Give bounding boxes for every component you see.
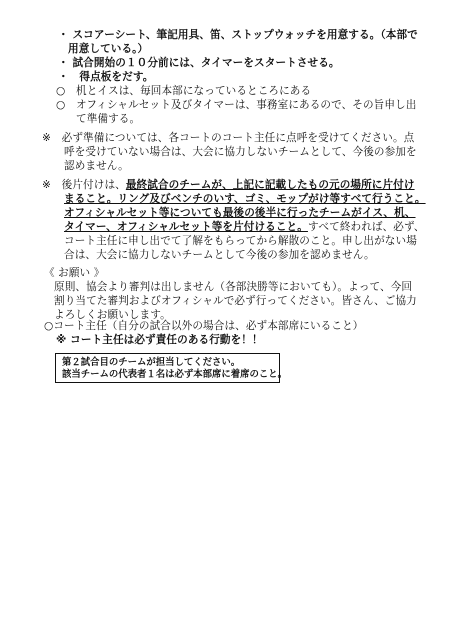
note-cleanup bbox=[42, 178, 415, 192]
list-item-scoreboard: ・ 得点板をだす。 bbox=[58, 71, 154, 83]
request-line2: 割り当てた審判およびオフィシャルで必ず行ってください。皆さん、ご協力 bbox=[54, 295, 417, 307]
assignment-box-line2: 該当チームの代表者１名は必ず本部席に着席のこと。 bbox=[62, 369, 288, 380]
note-cleanup-line6: 合は、大会に協力しないチームとして今後の参加を認めません。 bbox=[64, 249, 375, 261]
assignment-box bbox=[55, 353, 288, 383]
list-item-timer: ・ 試合開始の１０分前には、タイマーをスタートさせる。 bbox=[58, 57, 340, 69]
note-roll-call-line3: 認めません。 bbox=[64, 160, 129, 172]
list-item-official-set: ○ オフィシャルセット及びタイマーは、事務室にあるので、その旨申し出 bbox=[56, 99, 417, 111]
note-cleanup-line2: まること。リング及びベンチのいす、ゴミ、モップがけ等すべて行うこと。 bbox=[64, 193, 426, 205]
list-item-scoresheet-cont: 用意している。） bbox=[68, 43, 149, 55]
request-line1: 原則、協会より審判は出しません（各部決勝等においても）。よって、今回 bbox=[54, 281, 413, 293]
request-heading: 《 お願い 》 bbox=[44, 267, 105, 279]
note-cleanup-line4-rest: すべて終われば、必ず、 bbox=[307, 221, 425, 233]
court-chief-title: ○コート主任（自分の試合以外の場合は、必ず本部席にいること） bbox=[44, 320, 364, 332]
note-roll-call: ※ 必ず準備については、各コートのコート主任に点呼を受けてください。点 bbox=[42, 132, 415, 144]
note-cleanup-line3: オフィシャルセット等についても最後の後半に行ったチームがイス、机、 bbox=[64, 207, 416, 219]
note-cleanup-line4 bbox=[64, 220, 425, 234]
list-item-desks: ○ 机とイスは、毎回本部になっているところにある bbox=[56, 85, 312, 97]
court-chief-warning: ※ コート主任は必ず責任のある行動を！！ bbox=[56, 334, 263, 346]
note-cleanup-line5: コート主任に申し出でて了解をもらってから解散のこと。申し出がない場 bbox=[64, 235, 417, 247]
assignment-box-line1: 第２試合目のチームが担当してください。 bbox=[62, 357, 241, 368]
note-cleanup-intro: ※ 後片付けは、 bbox=[42, 179, 126, 191]
request-line3: よろしくお願いします。 bbox=[54, 309, 171, 321]
list-item-official-set-cont: て準備する。 bbox=[76, 113, 141, 125]
note-cleanup-line4-emphasis: タイマー、オフィシャルセット等を片付けること。 bbox=[64, 221, 308, 233]
list-item-scoresheet: ・ スコアーシート、筆記用具、笛、ストップウォッチを用意する。（本部で bbox=[58, 29, 418, 41]
note-roll-call-line2: 呼を受けていない場合は、大会に協力しないチームとして、今後の参加を bbox=[64, 146, 417, 158]
note-cleanup-emphasis: 最終試合のチームが、上記に記載したもの元の場所に片付け bbox=[125, 179, 415, 191]
